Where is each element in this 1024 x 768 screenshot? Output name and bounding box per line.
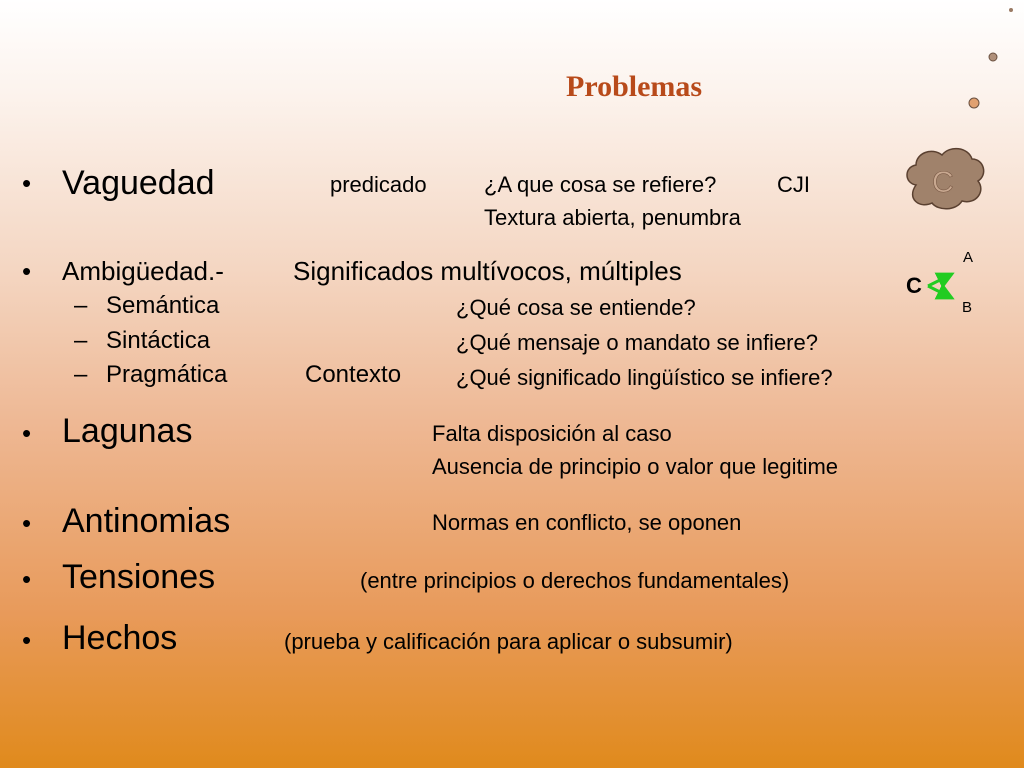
pragmatica-question: ¿Qué significado lingüístico se infiere? <box>456 365 833 390</box>
bullet-marker: • <box>22 508 32 538</box>
tensiones-desc: (entre principios o derechos fundamentales) <box>360 568 790 593</box>
vaguedad-term: predicado <box>330 172 427 197</box>
diagram-target-b: B <box>962 299 973 316</box>
cloud-letter: C <box>932 166 954 199</box>
ambiguedad-label: Ambigüedad.- <box>62 256 224 286</box>
vaguedad-label: Vaguedad <box>62 164 215 202</box>
diagram-arrows <box>924 270 964 304</box>
semantica-label: Semántica <box>106 292 220 319</box>
bullet-marker: • <box>22 418 32 448</box>
dash-marker: – <box>74 327 88 354</box>
hechos-label: Hechos <box>62 619 178 657</box>
vaguedad-tag: CJI <box>777 172 810 197</box>
sintactica-question: ¿Qué mensaje o mandato se infiere? <box>456 330 818 355</box>
arrow-to-b <box>928 286 952 298</box>
pragmatica-context: Contexto <box>305 361 402 388</box>
thought-dot-2 <box>989 53 997 61</box>
sintactica-label: Sintáctica <box>106 327 211 354</box>
lagunas-line1: Falta disposición al caso <box>432 421 672 446</box>
antinomias-label: Antinomias <box>62 502 231 540</box>
diagram-target-a: A <box>963 249 974 266</box>
antinomias-desc: Normas en conflicto, se oponen <box>432 510 742 535</box>
bullet-marker: • <box>22 564 32 594</box>
tensiones-label: Tensiones <box>62 558 216 596</box>
lagunas-line2: Ausencia de principio o valor que legitime <box>432 454 839 479</box>
lagunas-label: Lagunas <box>62 412 193 450</box>
slide-title: Problemas <box>566 70 703 103</box>
vaguedad-question: ¿A que cosa se refiere? <box>484 172 717 197</box>
hechos-desc: (prueba y calificación para aplicar o subsumir) <box>284 629 733 654</box>
semantica-question: ¿Qué cosa se entiende? <box>456 295 696 320</box>
dash-marker: – <box>74 361 88 388</box>
bullet-marker: • <box>22 168 32 198</box>
vaguedad-note: Textura abierta, penumbra <box>484 205 741 230</box>
thought-dot-1 <box>1009 8 1013 12</box>
dash-marker: – <box>74 292 88 319</box>
pragmatica-label: Pragmática <box>106 361 228 388</box>
bullet-marker: • <box>22 256 32 286</box>
thought-dot-3 <box>969 98 979 108</box>
bullet-marker: • <box>22 625 32 655</box>
diagram-source: C <box>906 273 922 298</box>
ambiguedad-desc: Significados multívocos, múltiples <box>293 256 682 286</box>
arrow-to-a <box>928 274 952 286</box>
cloud-icon <box>902 145 986 211</box>
